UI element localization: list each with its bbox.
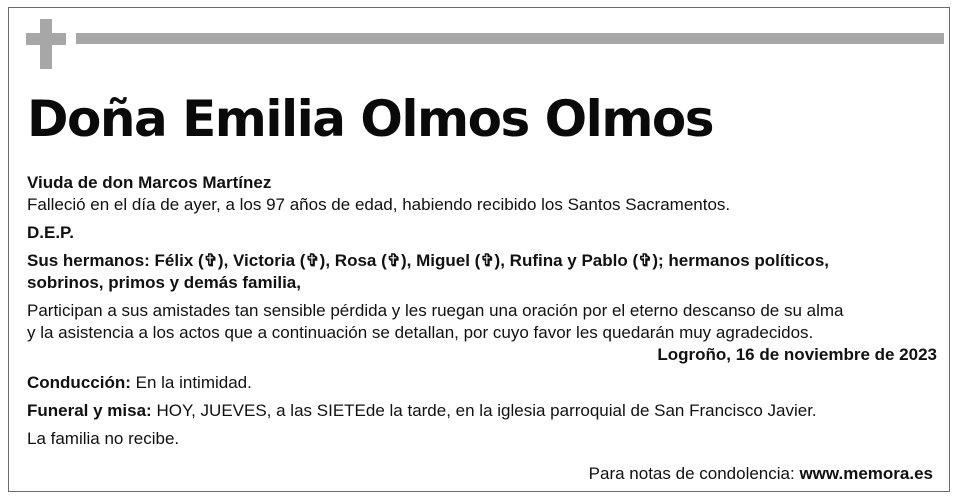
deceased-name: Doña Emilia Olmos Olmos bbox=[27, 90, 714, 148]
cross-icon bbox=[26, 19, 66, 69]
death-line: Falleció en el día de ayer, a los 97 años de edad, habiendo recibido los Santos Sacramentos. bbox=[27, 195, 731, 214]
obituary-body bbox=[27, 172, 937, 450]
condolence-label: Para notas de condolencia: bbox=[588, 464, 795, 483]
dep-line: D.E.P. bbox=[27, 223, 74, 242]
funeral-label: Funeral y misa: bbox=[27, 401, 152, 420]
conduccion-value: En la intimidad. bbox=[135, 373, 252, 392]
conduccion-label: Conducción: bbox=[27, 373, 131, 392]
family-line-1: Sus hermanos: Félix (✞), Victoria (✞), Rosa (✞), Miguel (✞), Rufina y Pablo (✞); hermanos políticos, bbox=[27, 251, 829, 270]
funeral-value: HOY, JUEVES, a las SIETEde la tarde, en la iglesia parroquial de San Francisco Javier. bbox=[156, 401, 817, 420]
place-date: Logroño, 16 de noviembre de 2023 bbox=[657, 345, 937, 364]
obituary-card bbox=[8, 7, 950, 492]
widow-line: Viuda de don Marcos Martínez bbox=[27, 173, 272, 192]
condolence-note bbox=[589, 464, 933, 484]
conduccion-row bbox=[27, 372, 937, 394]
family-line-2: sobrinos, primos y demás familia, bbox=[27, 273, 301, 292]
condolence-link[interactable]: www.memora.es bbox=[799, 464, 933, 483]
message-line-1: Participan a sus amistades tan sensible pérdida y les ruegan una oración por el eterno descanso de su alma bbox=[27, 301, 844, 320]
funeral-row bbox=[27, 400, 937, 422]
header-rule bbox=[76, 33, 944, 44]
message-line-2: y la asistencia a los actos que a continuación se detallan, por cuyo favor les quedarán muy agradecidos. bbox=[27, 323, 814, 342]
no-receive-line: La familia no recibe. bbox=[27, 429, 180, 448]
